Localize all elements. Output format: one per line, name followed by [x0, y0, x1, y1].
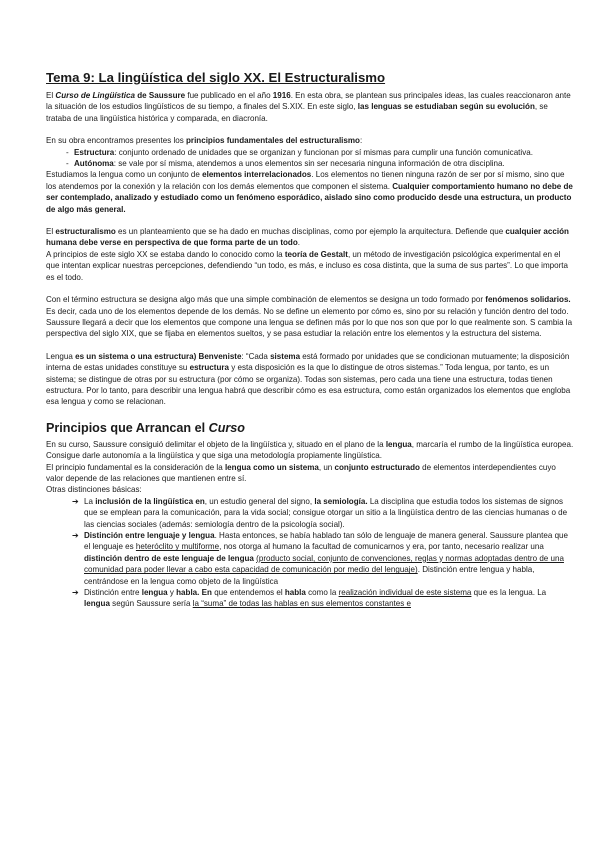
text-run: . Hasta entonces, se había hablado tan sólo de lenguaje de manera general. Saussure plantea que el lenguaje es — [84, 531, 569, 552]
text-run: Distinción entre — [84, 588, 142, 598]
text-run: El principio fundamental es la consideración de la — [46, 462, 225, 472]
list-item — [46, 530, 574, 587]
text-run: : — [359, 136, 363, 146]
text-run: , se trataba de una lingüística histórica y comparada, en diacronía. — [46, 102, 548, 123]
text-run: lengua — [84, 599, 110, 609]
text-run: Curso de Lingüística — [55, 91, 135, 100]
text-run: . Los elementos no tienen ninguna razón de ser por sí mismo, sino que los atendemos por la conexión y la relación con los demás elementos que componen el sistema. — [46, 170, 565, 191]
paragraph-interrelated-elements — [46, 169, 574, 215]
text-run: fue publicado en el año — [185, 91, 273, 100]
text-run: elementos interrelacionados — [202, 170, 312, 180]
text-run: , un estudio general del signo, — [204, 496, 315, 506]
text-run: , un método de investigación psicológica experimental en el que intentan explicar nuestras percepciones, defendiendo “un todo, es más, e incluso es cosa distinta, que la suma de sus partes”. Lo que importa es el todo. — [46, 249, 569, 282]
text-run: (producto social, conjunto de convenciones, reglas y normas adoptadas dentro de una comunidad para poder llevar a cabo esta capacidad de comunicación por medio del lenguaje) — [84, 553, 564, 575]
dash-marker: - — [66, 147, 69, 157]
arrow-icon: ➔ — [72, 531, 79, 540]
text-run: En — [201, 588, 212, 598]
text-run: y — [167, 588, 177, 598]
paragraph-structuralism — [46, 226, 574, 249]
text-run: El — [46, 91, 56, 100]
paragraph-gestalt — [46, 249, 574, 283]
text-run: , nos otorga al humano la facultad de comunicarnos y era, por tanto, necesario realizar una — [219, 542, 544, 552]
text-run: . — [297, 238, 301, 248]
text-run: heteróclito y multiforme — [135, 542, 220, 552]
text-run: : conjunto ordenado de unidades que se organizan y funcionan por sí mismas para cumplir una función comunicativa. — [114, 147, 533, 157]
text-run: , marcaría el rumbo de la lingüística europea. Consigue darle autonomía a la lingüística y que siga una metodología propiamente lingüística. — [46, 439, 574, 461]
text-run: Curso — [208, 420, 245, 435]
text-run: Es decir, cada uno de los elementos depende de los demás. No se define un elemento por cómo es, sino por su relación y función dentro del todo. Saussure llegará a decir que los elementos que compone una lengua se definen más por lo que nos son que por lo que realmente son. S cambia la perspectiva del siglo XIX, que se fijaba en elementos sueltos, y se pasa estudiar la relación entre los elementos y la estructura del sistema. — [46, 306, 573, 339]
text-run: . En esta obra, se plantean sus principales ideas, las cuales reaccionaron ante la situación de los estudios lingüísticos de su tiempo, a finales del S.XIX. En este siglo, — [46, 91, 571, 112]
paragraph-curso-intro — [46, 90, 574, 124]
list-item — [46, 158, 574, 169]
text-run: está formado por unidades que se condicionan mutuamente; la disposición interna de estas unidades constituye su — [46, 351, 570, 373]
section-heading — [46, 420, 574, 436]
text-run: lengua como un sistema — [224, 462, 319, 472]
text-run: la semiología. — [314, 496, 368, 506]
text-run: sistema — [270, 351, 301, 361]
text-run: es un sistema o una estructura) Benveniste — [75, 351, 242, 361]
text-run: Lengua — [46, 351, 76, 361]
paragraph-course-object — [46, 439, 574, 462]
text-run: La — [84, 496, 96, 506]
text-run: estructuralismo — [55, 227, 116, 237]
page-title: Tema 9: La lingüística del siglo XX. El Estructuralismo — [46, 70, 386, 85]
paragraph-principles-intro — [46, 135, 574, 146]
text-run: estructura — [189, 363, 229, 373]
text-run: . Distinción entre lengua y habla, centrándose en la lengua como objeto de la lingüística — [84, 565, 535, 586]
text-run: conjunto estructurado — [334, 462, 420, 472]
principles-list — [46, 147, 574, 170]
text-run: de elementos interdependientes cuyo valor depende de las relaciones que mantienen entre sí. — [46, 462, 556, 483]
text-run: habla — [284, 588, 306, 598]
text-run: y esta disposición es la que lo distingue de otros sistemas.” Toda lengua, por tanto, es un sistema; se distingue de otras por su estructura (por cómo se organiza). Todas son sistemas, pero cada una tiene una estructura, todas tienen estructura. Por lo tanto, para describir una lengua habrá que describir cómo es esa estructura, como están organizados los elementos que engloba esa lengua y como se relacionan. — [46, 363, 571, 407]
document-page — [46, 70, 574, 610]
text-run: según Saussure sería — [109, 599, 193, 609]
text-run: : se vale por sí misma, atendemos a unos elementos sin ser necesaria ninguna información de otra disciplina. — [113, 159, 505, 169]
list-item — [46, 147, 574, 158]
text-run: distinción dentro de este lenguaje de lengua — [84, 553, 254, 563]
arrow-icon: ➔ — [72, 496, 79, 506]
text-run: cualquier acción humana debe verse en perspectiva de que forma parte de un todo — [46, 227, 569, 248]
text-run: Estructura — [74, 147, 115, 157]
list-item — [46, 496, 574, 530]
paragraph-benveniste — [46, 351, 574, 408]
text-run: Con el término estructura se designa algo más que una simple combinación de elementos se designa un todo formado por — [46, 295, 486, 305]
text-run: Cualquier comportamiento humano no debe de ser contemplado, analizado y estudiado como un fenómeno esporádico, aislado sino como producido desde una estructura, un producto de algo más general. — [46, 181, 573, 214]
text-run: Autónoma — [74, 159, 114, 169]
text-run: En su obra encontramos presentes los — [46, 136, 187, 146]
text-run: Distinción entre lenguaje y lengua — [84, 531, 215, 540]
text-run: La disciplina que estudia todos los sistemas de signos que se emplean para la comunicación, para la vida social; consigue otorgar un sitio a la lingüística dentro de las ciencias humanas o de las ciencias sociales (además: semiología dentro de la psicología social). — [84, 496, 568, 529]
distinctions-list — [46, 496, 574, 610]
paragraph-other-distinctions — [46, 484, 574, 495]
paragraph-structure-term — [46, 294, 574, 340]
text-run: que entendemos el — [211, 588, 285, 598]
text-run: Principios que Arrancan el — [46, 420, 209, 435]
text-run: A principios de este siglo XX se estaba dando lo conocido como la — [46, 249, 285, 259]
text-run: El — [46, 227, 56, 237]
dash-marker: - — [66, 159, 69, 169]
text-run: , un — [318, 462, 335, 472]
arrow-icon: ➔ — [72, 588, 79, 598]
text-run: que es la lengua. La — [471, 588, 547, 598]
text-run: inclusión de la lingüística en — [95, 496, 205, 506]
text-run: las lenguas se estudiaban según su evolución — [357, 102, 535, 112]
text-run: realización individual de este sistema — [338, 588, 472, 598]
text-run: Otras distinciones básicas: — [46, 485, 142, 495]
text-run: Estudiamos la lengua como un conjunto de — [46, 170, 203, 180]
text-run: En su curso, Saussure consiguió delimitar el objeto de la lingüística y, situado en el plano de la — [46, 439, 386, 449]
text-run: la “suma” de todas las hablas en sus elementos constantes e — [192, 599, 411, 609]
text-run: es un planteamiento que se ha dado en muchas disciplinas, como por ejemplo la arquitectura. Defiende que — [115, 227, 506, 237]
text-run: principios fundamentales del estructuralismo — [186, 136, 360, 146]
text-run: teoría de Gestalt — [284, 249, 348, 259]
text-run: como la — [305, 588, 339, 598]
text-run: habla. — [176, 588, 200, 598]
text-run: : “Cada — [241, 351, 271, 361]
text-run: lengua — [385, 439, 412, 449]
text-run: lengua — [141, 588, 168, 598]
list-item — [46, 587, 574, 610]
text-run: de Saussure — [135, 91, 186, 100]
paragraph-fundamental-principle — [46, 462, 574, 485]
text-run: fenómenos solidarios. — [485, 295, 571, 305]
text-run: 1916 — [272, 91, 291, 100]
